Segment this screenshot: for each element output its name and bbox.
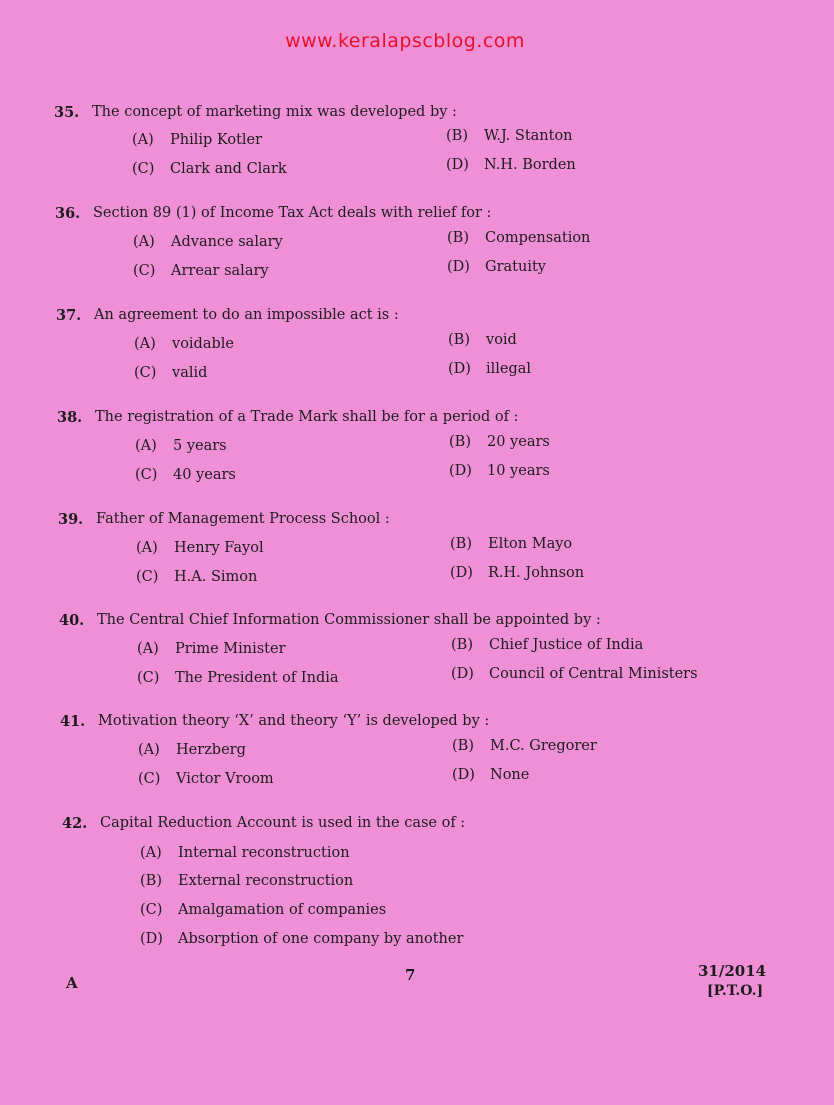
option-d [448,361,531,377]
option-text: M.C. Gregorer [490,738,597,754]
option-b [447,230,590,246]
option-text: N.H. Borden [484,157,576,173]
option-a [138,742,246,758]
option-text: W.J. Stanton [484,128,573,144]
option-text: Advance salary [171,234,283,250]
option-letter: (D) [450,565,473,581]
option-c [140,902,386,918]
question-text: Section 89 (1) of Income Tax Act deals with relief for : [93,205,492,221]
option-letter: (D) [447,259,470,275]
option-text: Prime Minister [175,641,286,657]
option-text: Herzberg [176,742,246,758]
option-d [452,767,529,783]
question-text: Father of Management Process School : [96,511,390,527]
option-text: 10 years [487,463,550,479]
option-d [450,565,584,581]
option-text: Arrear salary [171,263,269,279]
option-c [137,670,339,686]
option-letter: (D) [452,767,475,783]
option-letter: (C) [140,902,163,918]
option-letter: (B) [452,738,474,754]
option-letter: (B) [450,536,472,552]
question-text: The registration of a Trade Mark shall be for a period of : [95,409,519,425]
option-letter: (A) [134,336,156,352]
option-letter: (A) [135,438,157,454]
option-letter: (D) [140,931,163,947]
option-b [452,738,597,754]
question-text: An agreement to do an impossible act is : [94,307,399,323]
option-a [133,234,283,250]
question-text: The Central Chief Information Commissioner shall be appointed by : [97,612,601,628]
option-letter: (C) [134,365,157,381]
option-text: valid [172,365,208,381]
option-text: Henry Fayol [174,540,264,556]
site-url-header[interactable]: www.keralapscblog.com [285,30,525,52]
question-number: 40. [59,612,85,629]
option-text: 5 years [173,438,227,454]
option-text: Council of Central Ministers [489,666,698,682]
option-letter: (A) [137,641,159,657]
question-number: 36. [55,205,81,222]
option-text: voidable [172,336,234,352]
option-text: 40 years [173,467,236,483]
option-text: void [486,332,517,348]
option-b [450,536,572,552]
option-b [446,128,573,144]
option-c [132,161,287,177]
option-letter: (D) [449,463,472,479]
option-text: Amalgamation of companies [178,902,387,918]
option-text: H.A. Simon [174,569,258,585]
option-a [140,845,350,861]
option-c [136,569,257,585]
option-text: 20 years [487,434,550,450]
question-number: 41. [60,713,86,730]
option-text: Absorption of one company by another [178,931,464,947]
option-d [447,259,546,275]
option-b [451,637,643,653]
option-text: The President of India [175,670,339,686]
option-text: None [490,767,530,783]
option-text: External reconstruction [178,873,354,889]
question-number: 39. [58,511,84,528]
option-a [136,540,264,556]
option-letter: (A) [136,540,158,556]
question-text: Motivation theory ‘X’ and theory ‘Y’ is developed by : [98,713,490,729]
question-number: 42. [62,815,88,832]
option-text: Gratuity [485,259,546,275]
option-letter: (A) [138,742,160,758]
option-letter: (A) [140,845,162,861]
option-text: Internal reconstruction [178,845,350,861]
option-text: Clark and Clark [170,161,287,177]
option-letter: (B) [446,128,468,144]
option-letter: (B) [140,873,162,889]
option-letter: (B) [447,230,469,246]
option-text: Chief Justice of India [489,637,644,653]
option-letter: (B) [448,332,470,348]
option-text: R.H. Johnson [488,565,585,581]
option-letter: (A) [133,234,155,250]
question-number: 38. [57,409,83,426]
option-text: illegal [486,361,532,377]
page-number: 7 [405,966,416,984]
option-letter: (B) [451,637,473,653]
option-d [451,666,698,682]
option-d [140,931,463,947]
option-letter: (A) [132,132,154,148]
question-text: Capital Reduction Account is used in the case of : [100,815,466,831]
option-c [134,365,207,381]
option-letter: (B) [449,434,471,450]
series-code: A [66,974,78,992]
option-b [140,873,353,889]
option-letter: (C) [132,161,155,177]
option-text: Philip Kotler [170,132,263,148]
question-number: 35. [54,104,80,121]
option-b [448,332,517,348]
option-a [134,336,234,352]
option-d [446,157,576,173]
option-letter: (D) [448,361,471,377]
option-letter: (C) [133,263,156,279]
option-a [132,132,262,148]
option-letter: (D) [451,666,474,682]
option-text: Elton Mayo [488,536,573,552]
option-text: Victor Vroom [176,771,274,787]
paper-code: 31/2014 [698,962,767,980]
option-letter: (D) [446,157,469,173]
option-letter: (C) [137,670,160,686]
option-c [138,771,274,787]
option-a [135,438,227,454]
option-letter: (C) [138,771,161,787]
option-letter: (C) [136,569,159,585]
option-b [449,434,550,450]
option-d [449,463,550,479]
option-c [135,467,236,483]
pto-label: [P.T.O.] [707,983,764,999]
option-c [133,263,269,279]
question-text: The concept of marketing mix was developed by : [92,104,457,120]
option-text: Compensation [485,230,591,246]
option-a [137,641,286,657]
option-letter: (C) [135,467,158,483]
question-number: 37. [56,307,82,324]
